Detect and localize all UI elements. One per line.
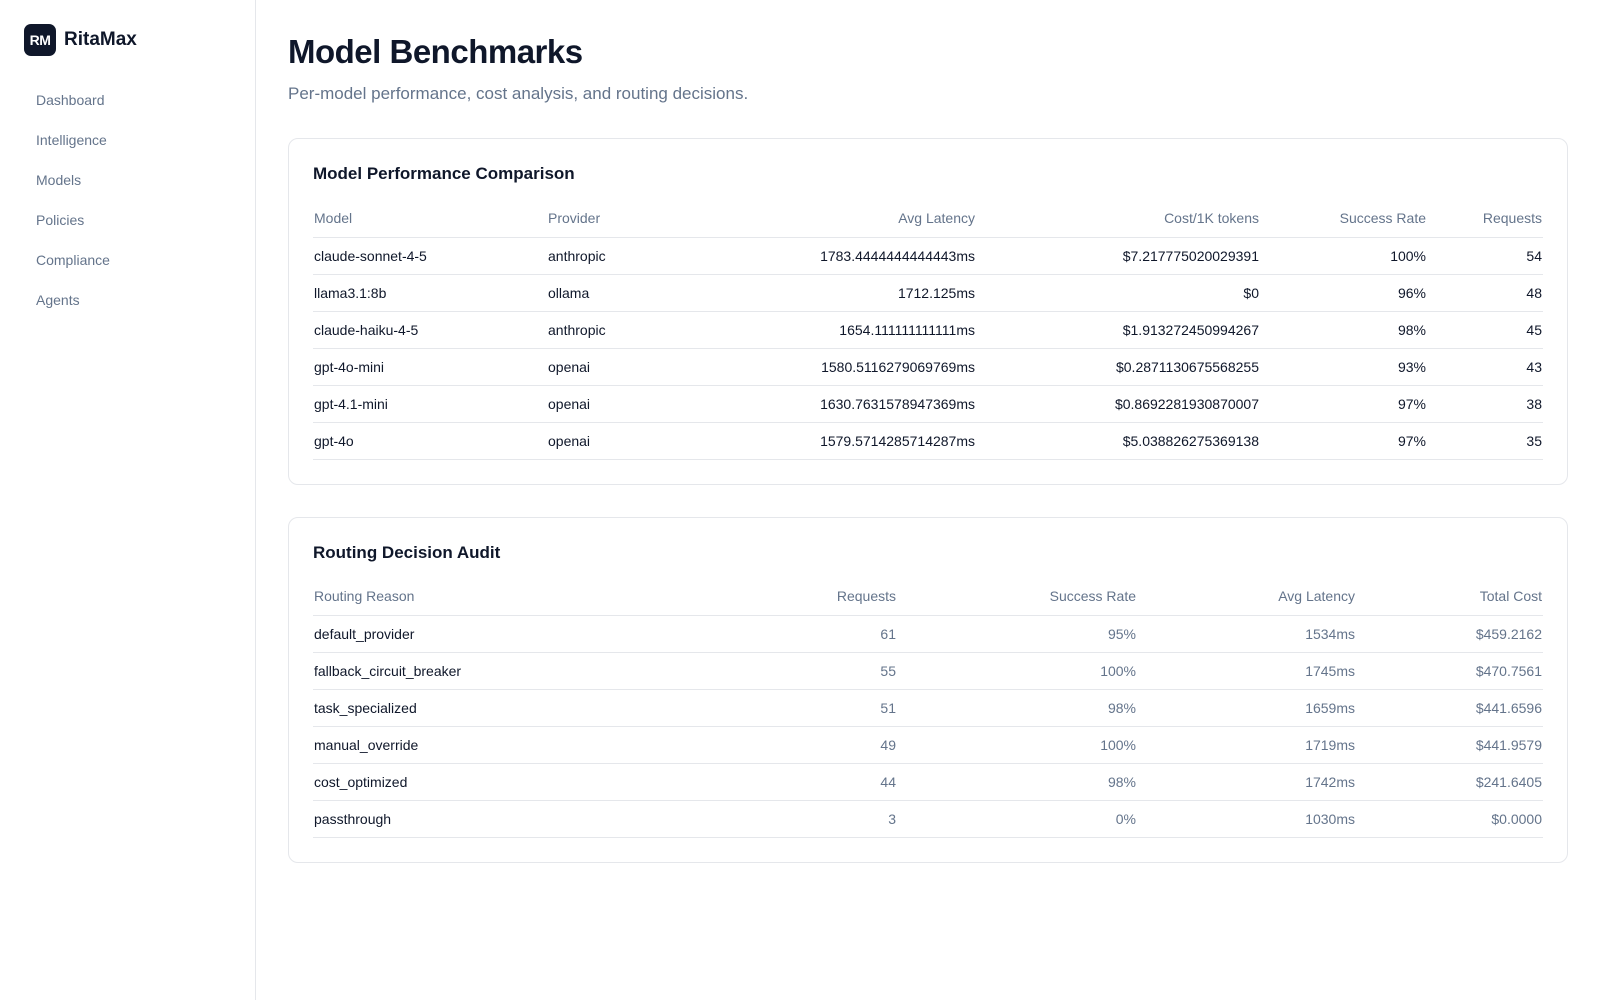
- column-header-total-cost: Total Cost: [1356, 578, 1543, 616]
- model-name: gpt-4.1-mini: [313, 385, 547, 422]
- avg-latency: 1579.5714285714287ms: [747, 422, 976, 459]
- success-rate: 100%: [897, 727, 1137, 764]
- main-content: [256, 0, 1600, 1000]
- provider-name: openai: [547, 422, 747, 459]
- avg-latency: 1630.7631578947369ms: [747, 385, 976, 422]
- sidebar-item-models[interactable]: Models: [36, 172, 82, 188]
- column-header-avg-latency: Avg Latency: [747, 199, 976, 237]
- avg-latency: 1712.125ms: [747, 274, 976, 311]
- request-count: 54: [1427, 237, 1543, 274]
- column-header-requests: Requests: [731, 578, 897, 616]
- avg-latency: 1745ms: [1137, 653, 1356, 690]
- request-count: 3: [731, 801, 897, 838]
- model-name: gpt-4o-mini: [313, 348, 547, 385]
- model-performance-table: [313, 199, 1543, 460]
- request-count: 48: [1427, 274, 1543, 311]
- sidebar-item-policies[interactable]: Policies: [36, 212, 85, 228]
- request-count: 49: [731, 727, 897, 764]
- table-row: [313, 690, 1543, 727]
- success-rate: 100%: [1260, 237, 1427, 274]
- avg-latency: 1654.111111111111ms: [747, 311, 976, 348]
- total-cost: $470.7561: [1356, 653, 1543, 690]
- routing-reason: passthrough: [313, 801, 731, 838]
- provider-name: anthropic: [547, 311, 747, 348]
- column-header-success-rate: Success Rate: [1260, 199, 1427, 237]
- success-rate: 97%: [1260, 422, 1427, 459]
- column-header-success-rate: Success Rate: [897, 578, 1137, 616]
- table-row: [313, 274, 1543, 311]
- sidebar-nav: [24, 80, 231, 320]
- table-row: [313, 348, 1543, 385]
- model-name: llama3.1:8b: [313, 274, 547, 311]
- request-count: 61: [731, 616, 897, 653]
- total-cost: $0.0000: [1356, 801, 1543, 838]
- success-rate: 98%: [1260, 311, 1427, 348]
- cost-per-1k: $5.038826275369138: [976, 422, 1260, 459]
- sidebar-item-intelligence[interactable]: Intelligence: [36, 132, 107, 148]
- model-name: claude-sonnet-4-5: [313, 237, 547, 274]
- success-rate: 95%: [897, 616, 1137, 653]
- routing-audit-table: [313, 578, 1543, 839]
- model-name: claude-haiku-4-5: [313, 311, 547, 348]
- table-row: [313, 653, 1543, 690]
- table-row: [313, 237, 1543, 274]
- column-header-routing-reason: Routing Reason: [313, 578, 731, 616]
- table-row: [313, 422, 1543, 459]
- request-count: 45: [1427, 311, 1543, 348]
- request-count: 35: [1427, 422, 1543, 459]
- table-row: [313, 311, 1543, 348]
- routing-reason: cost_optimized: [313, 764, 731, 801]
- success-rate: 96%: [1260, 274, 1427, 311]
- column-header-cost: Cost/1K tokens: [976, 199, 1260, 237]
- routing-audit-card: [288, 517, 1568, 864]
- column-header-avg-latency: Avg Latency: [1137, 578, 1356, 616]
- cost-per-1k: $0.8692281930870007: [976, 385, 1260, 422]
- avg-latency: 1719ms: [1137, 727, 1356, 764]
- avg-latency: 1742ms: [1137, 764, 1356, 801]
- avg-latency: 1659ms: [1137, 690, 1356, 727]
- avg-latency: 1580.5116279069769ms: [747, 348, 976, 385]
- card-title: Routing Decision Audit: [313, 542, 501, 562]
- table-row: [313, 727, 1543, 764]
- sidebar-item-compliance[interactable]: Compliance: [36, 252, 110, 268]
- avg-latency: 1783.4444444444443ms: [747, 237, 976, 274]
- success-rate: 100%: [897, 653, 1137, 690]
- provider-name: openai: [547, 348, 747, 385]
- request-count: 55: [731, 653, 897, 690]
- total-cost: $441.6596: [1356, 690, 1543, 727]
- cost-per-1k: $1.913272450994267: [976, 311, 1260, 348]
- brand[interactable]: [24, 24, 231, 56]
- table-header-row: [313, 578, 1543, 616]
- success-rate: 0%: [897, 801, 1137, 838]
- table-row: [313, 616, 1543, 653]
- column-header-provider: Provider: [547, 199, 747, 237]
- routing-reason: task_specialized: [313, 690, 731, 727]
- column-header-model: Model: [313, 199, 547, 237]
- page-title: Model Benchmarks: [288, 33, 583, 70]
- sidebar-item-agents[interactable]: Agents: [36, 292, 80, 308]
- request-count: 51: [731, 690, 897, 727]
- routing-reason: fallback_circuit_breaker: [313, 653, 731, 690]
- brand-logo: RM: [24, 24, 56, 56]
- cost-per-1k: $0: [976, 274, 1260, 311]
- column-header-requests: Requests: [1427, 199, 1543, 237]
- table-row: [313, 764, 1543, 801]
- success-rate: 93%: [1260, 348, 1427, 385]
- table-row: [313, 801, 1543, 838]
- model-name: gpt-4o: [313, 422, 547, 459]
- routing-reason: default_provider: [313, 616, 731, 653]
- request-count: 38: [1427, 385, 1543, 422]
- card-title: Model Performance Comparison: [313, 164, 575, 183]
- provider-name: openai: [547, 385, 747, 422]
- brand-name: RitaMax: [64, 29, 137, 50]
- total-cost: $441.9579: [1356, 727, 1543, 764]
- success-rate: 98%: [897, 764, 1137, 801]
- table-row: [313, 385, 1543, 422]
- cost-per-1k: $0.2871130675568255: [976, 348, 1260, 385]
- request-count: 43: [1427, 348, 1543, 385]
- table-header-row: [313, 199, 1543, 237]
- avg-latency: 1030ms: [1137, 801, 1356, 838]
- page-subtitle: Per-model performance, cost analysis, and routing decisions.: [288, 84, 749, 103]
- total-cost: $241.6405: [1356, 764, 1543, 801]
- avg-latency: 1534ms: [1137, 616, 1356, 653]
- routing-reason: manual_override: [313, 727, 731, 764]
- sidebar-item-dashboard[interactable]: Dashboard: [36, 92, 105, 108]
- provider-name: anthropic: [547, 237, 747, 274]
- cost-per-1k: $7.217775020029391: [976, 237, 1260, 274]
- success-rate: 97%: [1260, 385, 1427, 422]
- provider-name: ollama: [547, 274, 747, 311]
- success-rate: 98%: [897, 690, 1137, 727]
- request-count: 44: [731, 764, 897, 801]
- total-cost: $459.2162: [1356, 616, 1543, 653]
- sidebar: [0, 0, 256, 1000]
- model-performance-card: [288, 138, 1568, 485]
